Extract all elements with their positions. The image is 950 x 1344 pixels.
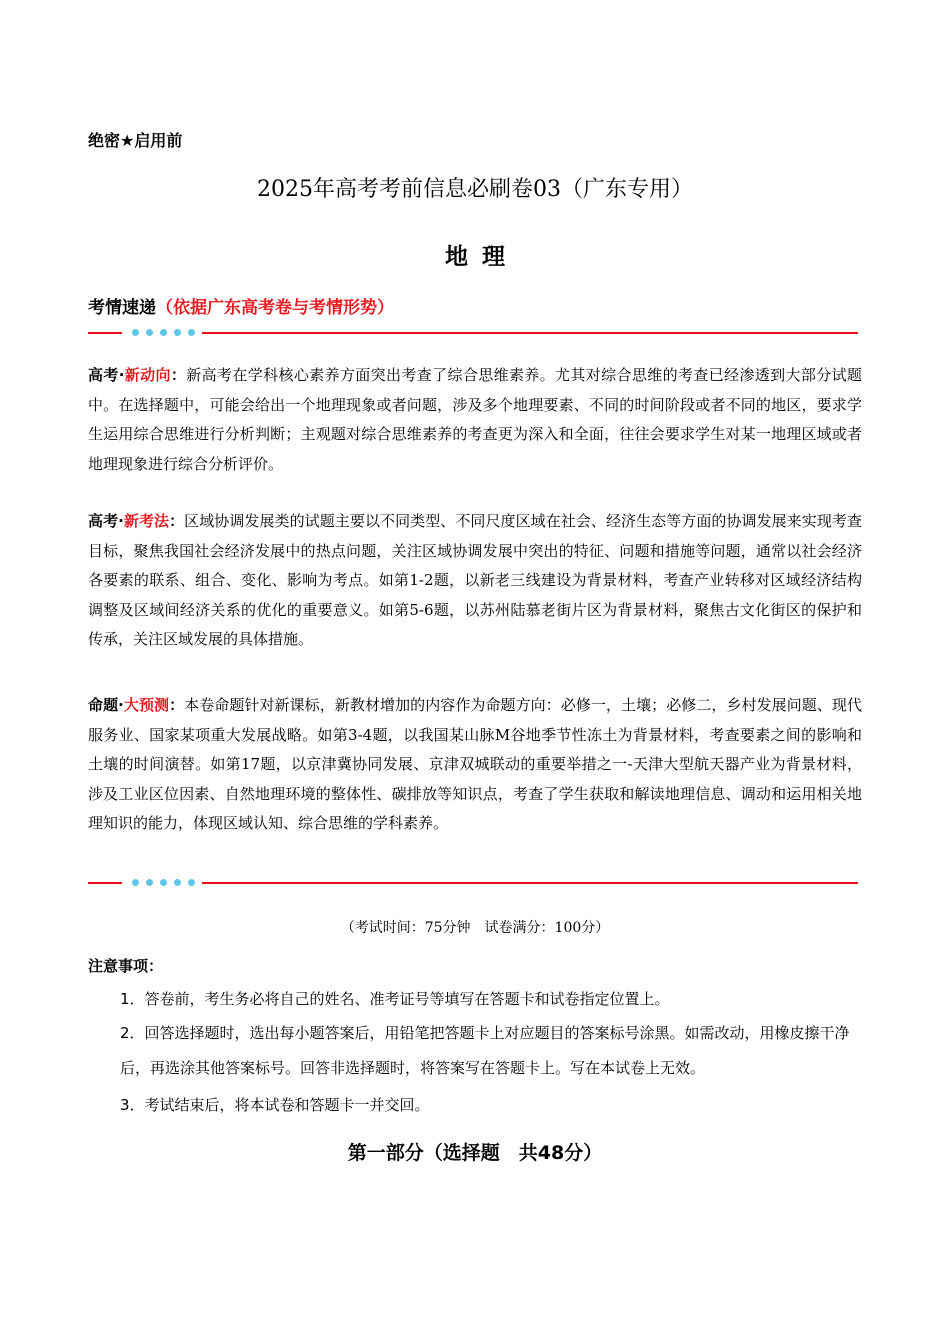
intro-paragraph-new-method [88, 507, 862, 655]
divider-bottom [88, 878, 858, 888]
para-label: 新动向 [124, 366, 171, 384]
divider-line-right [202, 882, 858, 884]
divider-line-left [88, 332, 122, 334]
para-colon: ： [169, 512, 185, 530]
para-text: 新高考在学科核心素养方面突出考查了综合思维素养。尤其对综合思维的考查已经渗透到大部分试题中。在选择题中，可能会给出一个地理现象或者问题，涉及多个地理要素、不同的时间阶段或者不同的地区，要求学生运用综合思维进行分析判断；主观题对综合思维素养的考查更为深入和全面，往往会要求学生对某一地理区域或者地理现象进行综合分析评价。 [88, 366, 862, 473]
notice-item: 3．考试结束后，将本试卷和答题卡一并交回。 [120, 1096, 430, 1114]
divider-dot [174, 879, 181, 886]
divider-dot [146, 879, 153, 886]
divider-dot [146, 329, 153, 336]
divider-dot [174, 329, 181, 336]
exam-info: （考试时间：75分钟 试卷满分：100分） [340, 920, 610, 936]
para-prefix: 命题· [88, 696, 124, 714]
para-prefix: 高考· [88, 366, 125, 384]
page-title: 2025年高考考前信息必刷卷03（广东专用） [257, 177, 693, 202]
notice-item: 1．答卷前，考生务必将自己的姓名、准考证号等填写在答题卡和试卷指定位置上。 [120, 990, 670, 1008]
divider-top [88, 328, 858, 338]
secret-label: 绝密★启用前 [88, 131, 183, 150]
para-text: 区域协调发展类的试题主要以不同类型、不同尺度区域在社会、经济生态等方面的协调发展来实现考查目标，聚焦我国社会经济发展中的热点问题，关注区域协调发展中突出的特征、问题和措施等问题，通常以社会经济各要素的联系、组合、变化、影响为考点。如第1-2题，以新老三线建设为背景材料，考查产业转移对区域经济结构调整及区域间经济关系的优化的重要意义。如第5-6题，以苏州陆慕老街片区为背景材料，聚焦古文化街区的保护和传承，关注区域发展的具体措施。 [88, 512, 862, 648]
divider-dot [132, 329, 139, 336]
divider-dot [160, 329, 167, 336]
intro-heading-label: 考情速递 [88, 298, 156, 318]
divider-dot [132, 879, 139, 886]
para-colon: ： [169, 696, 185, 714]
divider-dot [188, 879, 195, 886]
divider-line-right [202, 332, 858, 334]
subject-title: 地理 [445, 244, 519, 270]
intro-heading-note: （依据广东高考卷与考情形势） [156, 298, 394, 318]
divider-line-left [88, 882, 122, 884]
para-text: 本卷命题针对新课标，新教材增加的内容作为命题方向：必修一，土壤；必修二，乡村发展问题、现代服务业、国家某项重大发展战略。如第3-4题，以我国某山脉M谷地季节性冻土为背景材料，考查要素之间的影响和土壤的时间演替。如第17题，以京津冀协同发展、京津双城联动的重要举措之一-天津大型航天器产业为背景材料，涉及工业区位因素、自然地理环境的整体性、碳排放等知识点，考查了学生获取和解读地理信息、调动和运用相关地理知识的能力，体现区域认知、综合思维的学科素养。 [88, 696, 862, 832]
para-colon: ： [170, 366, 187, 384]
para-label: 新考法 [123, 512, 170, 530]
notice-item: 2．回答选择题时，选出每小题答案后，用铅笔把答题卡上对应题目的答案标号涂黑。如需改动，用橡皮擦干净后，再选涂其他答案标号。回答非选择题时，将答案写在答题卡上。写在本试卷上无效。 [120, 1024, 850, 1077]
part1-title: 第一部分（选择题 共48分） [347, 1142, 603, 1164]
divider-dot [160, 879, 167, 886]
intro-heading [88, 293, 394, 318]
para-label: 大预测 [123, 696, 170, 714]
intro-paragraph-new-trend [88, 361, 862, 479]
notice-title: 注意事项： [88, 957, 164, 975]
intro-paragraph-prediction [88, 691, 862, 839]
para-prefix: 高考· [88, 512, 124, 530]
divider-dot [188, 329, 195, 336]
